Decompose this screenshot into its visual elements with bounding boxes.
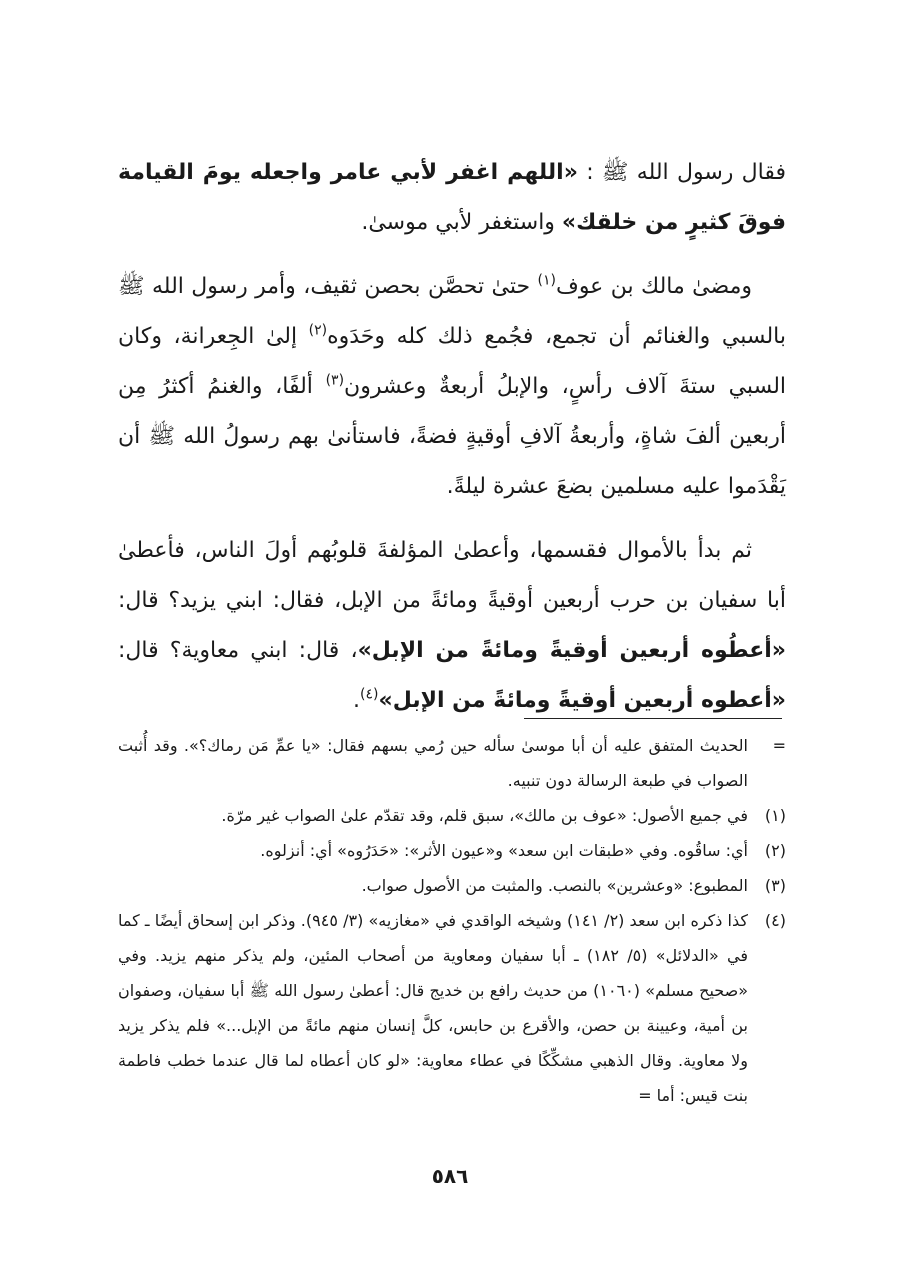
footnote-continuation bbox=[118, 728, 786, 798]
footnote-text: الحديث المتفق عليه أن أبا موسىٰ سأله حين رُمي بسهم فقال: «يا عمِّ مَن رماك؟». وقد أُثبت الصواب في طبعة الرسالة دون تنبيه. bbox=[118, 736, 748, 790]
p2-text-a: ومضىٰ مالك بن عوف bbox=[556, 274, 753, 299]
footnote-3 bbox=[118, 868, 786, 903]
footnote-marker: = bbox=[772, 736, 786, 755]
paragraph-1 bbox=[118, 148, 786, 248]
footnotes bbox=[118, 728, 786, 1113]
footnote-text: كذا ذكره ابن سعد (٢/ ١٤١) وشيخه الواقدي في «مغازيه» (٣/ ٩٤٥). وذكر ابن إسحاق أيضًا ـ كما في «الدلائل» (٥/ ١٨٢) ـ أبا سفيان ومعاوية من أصحاب المئين، ولم يذكر منهم يزيد. وفي «صحيح مسلم» (١٠٦٠) من حديث رافع بن خديج قال: أعطىٰ رسول الله ﷺ أبا سفيان، وصفوان بن أمية، وعيينة بن حصن، والأقرع بن حابس، كلَّ إنسان منهم مائةً من الإبل...» فلم يذكر يزيد ولا معاوية. وقال الذهبي مشكِّكًا في عطاء معاوية: «لو كان أعطاه لما قال عندما خطب فاطمة بنت قيس: أما = bbox=[118, 911, 749, 1105]
footnote-ref-3[interactable]: (٣) bbox=[325, 372, 345, 389]
footnote-text: أي: ساقُوه. وفي «طبقات ابن سعد» و«عيون الأثر»: «حَدَرُوه» أي: أنزلوه. bbox=[260, 841, 748, 860]
p3-text-a: ثم بدأ بالأموال فقسمها، وأعطىٰ المؤلفةَ قلوبُهم أولَ الناس، فأعطىٰ أبا سفيان بن حرب أربعين أوقيةً ومائةً من الإبل، فقال: ابني يزيد؟ قال: bbox=[118, 538, 786, 613]
p2-text-d: ألفًا، والغنمُ أكثرُ مِن أربعين ألفَ شاةٍ، وأربعةُ آلافِ أوقيةٍ فضةً، فاستأنىٰ بهم رسولُ الله ﷺ أن يَقْدَموا عليه مسلمين بضعَ عشرة ليلةً. bbox=[118, 374, 786, 499]
footnote-marker: (٣) bbox=[764, 876, 786, 895]
p3-text-c: ، قال: ابني معاوية؟ قال: bbox=[118, 638, 358, 663]
main-text bbox=[118, 148, 786, 740]
footnote-1 bbox=[118, 798, 786, 833]
p1-text-a: فقال رسول الله ﷺ : bbox=[577, 160, 786, 185]
p3-quote-2: «أعطوه أربعين أوقيةً ومائةً من الإبل» bbox=[378, 688, 786, 713]
footnote-separator bbox=[524, 718, 782, 719]
p1-text-c: واستغفر لأبي موسىٰ. bbox=[361, 210, 562, 235]
p2-text-b: حتىٰ تحصَّن بحصن ثقيف، وأمر رسول الله ﷺ بالسبي والغنائم أن تجمع، فجُمع ذلك كله وحَدَوه bbox=[118, 274, 786, 349]
footnote-ref-2[interactable]: (٢) bbox=[308, 322, 328, 339]
footnote-ref-1[interactable]: (١) bbox=[537, 272, 557, 289]
p1-quote: «اللهم اغفر لأبي عامر واجعله يومَ القيامة فوقَ كثيرٍ من خلقك» bbox=[118, 160, 786, 235]
footnote-text: في جميع الأصول: «عوف بن مالك»، سبق قلم، وقد تقدّم علىٰ الصواب غير مرّة. bbox=[221, 806, 748, 825]
footnote-marker: (٢) bbox=[764, 841, 786, 860]
footnote-4 bbox=[118, 903, 786, 1113]
p3-text-e: . bbox=[353, 688, 361, 713]
footnote-ref-4[interactable]: (٤) bbox=[360, 686, 379, 703]
footnote-marker: (١) bbox=[764, 806, 786, 825]
p2-text-c: إلىٰ الجِعرانة، وكان السبي ستةَ آلاف رأسٍ، والإبلُ أربعةٌ وعشرون bbox=[118, 324, 787, 399]
footnote-text: المطبوع: «وعشرين» بالنصب. والمثبت من الأصول صواب. bbox=[361, 876, 748, 895]
paragraph-3 bbox=[118, 526, 786, 726]
footnote-2 bbox=[118, 833, 786, 868]
footnote-marker: (٤) bbox=[764, 911, 786, 930]
paragraph-2 bbox=[118, 262, 786, 512]
p3-quote-1: «أعطُوه أربعين أوقيةً ومائةً من الإبل» bbox=[357, 638, 786, 663]
page-number: ٥٨٦ bbox=[431, 1164, 469, 1188]
